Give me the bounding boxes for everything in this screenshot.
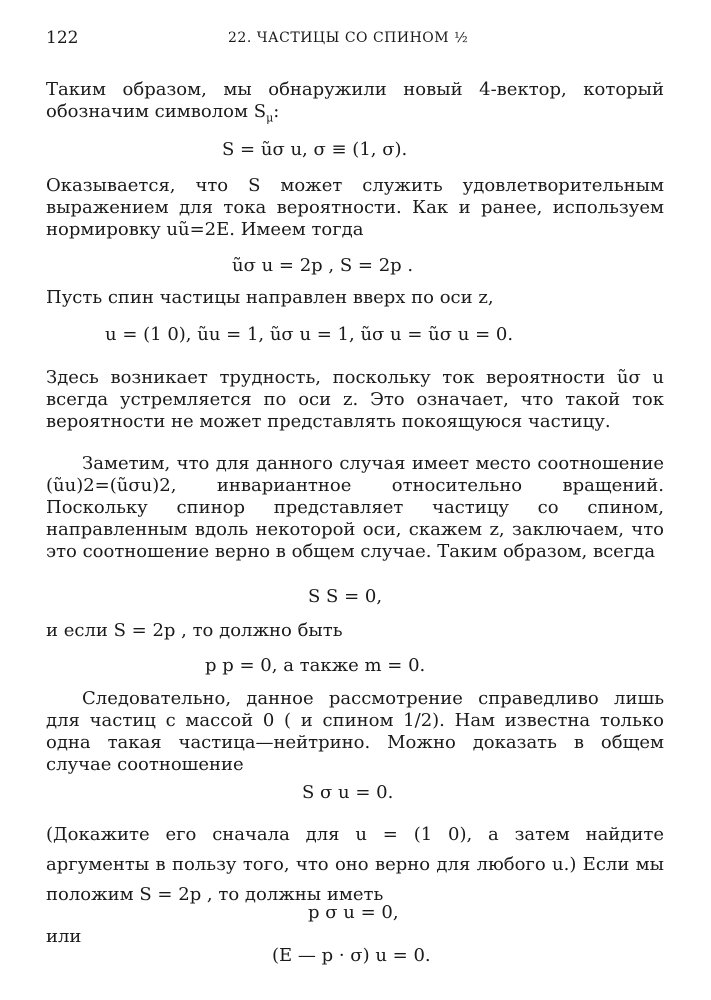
- paragraph-6: и если S = 2p , то должно быть: [46, 620, 343, 641]
- page-number: 122: [46, 28, 79, 48]
- equation-4: S S = 0,: [308, 586, 383, 607]
- equation-7: p σ u = 0,: [308, 902, 399, 923]
- paragraph-8: (Докажите его сначала для u = (1 0), а затем найдите аргументы в пользу того, что оно верно для любого u.) Если мы положим S = 2p , то должны иметь: [46, 824, 664, 905]
- equation-2: ũσ u = 2p , S = 2p .: [232, 255, 414, 276]
- paragraph-2: Оказывается, что S может служить удовлетворительным выражением для тока вероятности. Как и ранее, используем нормировку uũ=2E. Имеем тогда: [46, 175, 664, 240]
- page-header: [0, 28, 711, 52]
- running-head: 22. ЧАСТИЦЫ СО СПИНОМ ½: [228, 30, 469, 46]
- paragraph-5: Заметим, что для данного случая имеет место соотношение (ũu)2=(ũσu)2, инвариантное относительно вращений. Поскольку спинор представляет частицу со спином, направленным вдоль некоторой оси, скажем z, заключаем, что это соотношение верно в общем случае. Таким образом, всегда: [46, 453, 664, 562]
- paragraph-9: или: [46, 926, 82, 947]
- paragraph-3: Пусть спин частицы направлен вверх по оси z,: [46, 287, 494, 308]
- paragraph-4: Здесь возникает трудность, поскольку ток вероятности ũσ u всегда устремляется по оси z. Это означает, что такой ток вероятности не может представлять покоящуюся частицу.: [46, 367, 664, 432]
- paragraph-7: Следовательно, данное рассмотрение справедливо лишь для частиц с массой 0 ( и спином 1/2). Нам известна только одна такая частица—нейтрино. Можно доказать в общем случае соотношение: [46, 688, 664, 775]
- paragraph-1: Таким образом, мы обнаружили новый 4-вектор, который обозначим символом $S_\mu$:: [46, 79, 664, 125]
- equation-8: (E — p · σ) u = 0.: [272, 945, 431, 966]
- equation-3: u = (1 0), ũu = 1, ũσ u = 1, ũσ u = ũσ u = 0.: [105, 324, 514, 345]
- equation-5: p p = 0, а также m = 0.: [205, 655, 426, 676]
- equation-1: S = ũσ u, σ ≡ (1, σ).: [222, 139, 408, 160]
- equation-6: S σ u = 0.: [302, 782, 394, 803]
